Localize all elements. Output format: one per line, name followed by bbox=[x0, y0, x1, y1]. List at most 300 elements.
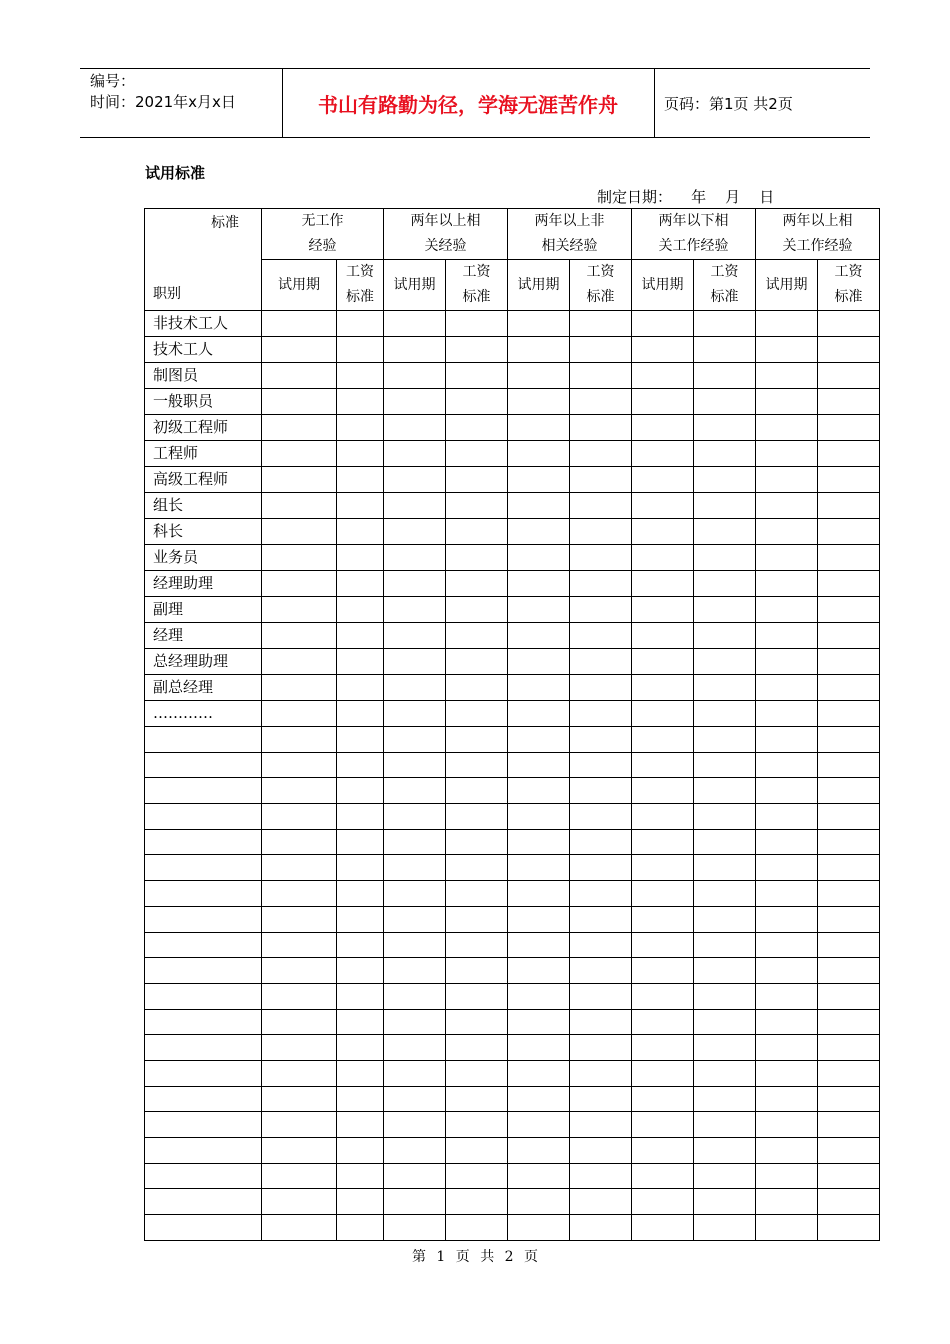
trial-period-cell[interactable] bbox=[384, 623, 446, 649]
salary-standard-cell[interactable] bbox=[694, 545, 756, 571]
salary-standard-cell[interactable] bbox=[446, 1035, 508, 1061]
salary-standard-cell[interactable] bbox=[694, 1086, 756, 1112]
trial-period-cell[interactable] bbox=[756, 389, 818, 415]
trial-period-cell[interactable] bbox=[632, 675, 694, 701]
trial-period-cell[interactable] bbox=[632, 597, 694, 623]
trial-period-cell[interactable] bbox=[262, 311, 337, 337]
salary-standard-cell[interactable] bbox=[446, 958, 508, 984]
salary-standard-cell[interactable] bbox=[694, 701, 756, 727]
salary-standard-cell[interactable] bbox=[818, 337, 880, 363]
salary-standard-cell[interactable] bbox=[337, 881, 384, 907]
trial-period-cell[interactable] bbox=[632, 958, 694, 984]
salary-standard-cell[interactable] bbox=[446, 363, 508, 389]
salary-standard-cell[interactable] bbox=[337, 701, 384, 727]
trial-period-cell[interactable] bbox=[508, 389, 570, 415]
trial-period-cell[interactable] bbox=[632, 804, 694, 830]
trial-period-cell[interactable] bbox=[756, 467, 818, 493]
trial-period-cell[interactable] bbox=[756, 983, 818, 1009]
salary-standard-cell[interactable] bbox=[818, 493, 880, 519]
trial-period-cell[interactable] bbox=[262, 1009, 337, 1035]
salary-standard-cell[interactable] bbox=[570, 1112, 632, 1138]
trial-period-cell[interactable] bbox=[508, 958, 570, 984]
trial-period-cell[interactable] bbox=[384, 311, 446, 337]
salary-standard-cell[interactable] bbox=[818, 597, 880, 623]
salary-standard-cell[interactable] bbox=[446, 675, 508, 701]
trial-period-cell[interactable] bbox=[756, 493, 818, 519]
salary-standard-cell[interactable] bbox=[570, 493, 632, 519]
trial-period-cell[interactable] bbox=[508, 467, 570, 493]
trial-period-cell[interactable] bbox=[632, 649, 694, 675]
salary-standard-cell[interactable] bbox=[446, 493, 508, 519]
trial-period-cell[interactable] bbox=[632, 519, 694, 545]
trial-period-cell[interactable] bbox=[262, 597, 337, 623]
salary-standard-cell[interactable] bbox=[446, 1009, 508, 1035]
trial-period-cell[interactable] bbox=[262, 363, 337, 389]
trial-period-cell[interactable] bbox=[508, 623, 570, 649]
trial-period-cell[interactable] bbox=[384, 932, 446, 958]
trial-period-cell[interactable] bbox=[384, 363, 446, 389]
trial-period-cell[interactable] bbox=[508, 675, 570, 701]
salary-standard-cell[interactable] bbox=[694, 649, 756, 675]
trial-period-cell[interactable] bbox=[384, 597, 446, 623]
trial-period-cell[interactable] bbox=[756, 545, 818, 571]
trial-period-cell[interactable] bbox=[632, 467, 694, 493]
salary-standard-cell[interactable] bbox=[570, 649, 632, 675]
salary-standard-cell[interactable] bbox=[337, 1215, 384, 1241]
salary-standard-cell[interactable] bbox=[694, 1138, 756, 1164]
trial-period-cell[interactable] bbox=[756, 519, 818, 545]
trial-period-cell[interactable] bbox=[384, 958, 446, 984]
trial-period-cell[interactable] bbox=[756, 623, 818, 649]
salary-standard-cell[interactable] bbox=[818, 778, 880, 804]
trial-period-cell[interactable] bbox=[508, 441, 570, 467]
trial-period-cell[interactable] bbox=[262, 881, 337, 907]
trial-period-cell[interactable] bbox=[262, 727, 337, 753]
salary-standard-cell[interactable] bbox=[570, 1035, 632, 1061]
trial-period-cell[interactable] bbox=[262, 649, 337, 675]
salary-standard-cell[interactable] bbox=[446, 1189, 508, 1215]
salary-standard-cell[interactable] bbox=[446, 1112, 508, 1138]
salary-standard-cell[interactable] bbox=[694, 932, 756, 958]
trial-period-cell[interactable] bbox=[262, 337, 337, 363]
salary-standard-cell[interactable] bbox=[337, 1060, 384, 1086]
trial-period-cell[interactable] bbox=[756, 441, 818, 467]
trial-period-cell[interactable] bbox=[384, 752, 446, 778]
trial-period-cell[interactable] bbox=[262, 493, 337, 519]
trial-period-cell[interactable] bbox=[756, 855, 818, 881]
salary-standard-cell[interactable] bbox=[570, 545, 632, 571]
salary-standard-cell[interactable] bbox=[818, 855, 880, 881]
trial-period-cell[interactable] bbox=[508, 1112, 570, 1138]
trial-period-cell[interactable] bbox=[508, 701, 570, 727]
salary-standard-cell[interactable] bbox=[446, 701, 508, 727]
trial-period-cell[interactable] bbox=[262, 983, 337, 1009]
salary-standard-cell[interactable] bbox=[570, 906, 632, 932]
trial-period-cell[interactable] bbox=[384, 1035, 446, 1061]
trial-period-cell[interactable] bbox=[262, 1163, 337, 1189]
trial-period-cell[interactable] bbox=[632, 1009, 694, 1035]
salary-standard-cell[interactable] bbox=[446, 881, 508, 907]
salary-standard-cell[interactable] bbox=[446, 1163, 508, 1189]
trial-period-cell[interactable] bbox=[384, 649, 446, 675]
salary-standard-cell[interactable] bbox=[337, 778, 384, 804]
salary-standard-cell[interactable] bbox=[337, 1009, 384, 1035]
trial-period-cell[interactable] bbox=[384, 1086, 446, 1112]
trial-period-cell[interactable] bbox=[384, 906, 446, 932]
salary-standard-cell[interactable] bbox=[570, 1060, 632, 1086]
salary-standard-cell[interactable] bbox=[337, 467, 384, 493]
salary-standard-cell[interactable] bbox=[694, 778, 756, 804]
salary-standard-cell[interactable] bbox=[694, 1112, 756, 1138]
trial-period-cell[interactable] bbox=[384, 675, 446, 701]
salary-standard-cell[interactable] bbox=[694, 623, 756, 649]
salary-standard-cell[interactable] bbox=[818, 727, 880, 753]
salary-standard-cell[interactable] bbox=[337, 855, 384, 881]
salary-standard-cell[interactable] bbox=[694, 415, 756, 441]
trial-period-cell[interactable] bbox=[262, 1189, 337, 1215]
salary-standard-cell[interactable] bbox=[694, 467, 756, 493]
trial-period-cell[interactable] bbox=[632, 1060, 694, 1086]
salary-standard-cell[interactable] bbox=[446, 337, 508, 363]
salary-standard-cell[interactable] bbox=[694, 1009, 756, 1035]
salary-standard-cell[interactable] bbox=[570, 1138, 632, 1164]
salary-standard-cell[interactable] bbox=[818, 363, 880, 389]
salary-standard-cell[interactable] bbox=[337, 545, 384, 571]
salary-standard-cell[interactable] bbox=[570, 415, 632, 441]
trial-period-cell[interactable] bbox=[756, 597, 818, 623]
salary-standard-cell[interactable] bbox=[570, 804, 632, 830]
salary-standard-cell[interactable] bbox=[818, 545, 880, 571]
salary-standard-cell[interactable] bbox=[570, 778, 632, 804]
trial-period-cell[interactable] bbox=[508, 932, 570, 958]
salary-standard-cell[interactable] bbox=[570, 623, 632, 649]
trial-period-cell[interactable] bbox=[508, 519, 570, 545]
salary-standard-cell[interactable] bbox=[570, 881, 632, 907]
salary-standard-cell[interactable] bbox=[694, 855, 756, 881]
trial-period-cell[interactable] bbox=[632, 415, 694, 441]
trial-period-cell[interactable] bbox=[632, 983, 694, 1009]
trial-period-cell[interactable] bbox=[756, 778, 818, 804]
salary-standard-cell[interactable] bbox=[818, 311, 880, 337]
salary-standard-cell[interactable] bbox=[570, 519, 632, 545]
trial-period-cell[interactable] bbox=[508, 1035, 570, 1061]
trial-period-cell[interactable] bbox=[756, 958, 818, 984]
trial-period-cell[interactable] bbox=[262, 441, 337, 467]
trial-period-cell[interactable] bbox=[756, 1138, 818, 1164]
trial-period-cell[interactable] bbox=[384, 415, 446, 441]
salary-standard-cell[interactable] bbox=[337, 1189, 384, 1215]
salary-standard-cell[interactable] bbox=[570, 337, 632, 363]
salary-standard-cell[interactable] bbox=[818, 519, 880, 545]
salary-standard-cell[interactable] bbox=[570, 363, 632, 389]
trial-period-cell[interactable] bbox=[508, 597, 570, 623]
salary-standard-cell[interactable] bbox=[570, 958, 632, 984]
trial-period-cell[interactable] bbox=[384, 441, 446, 467]
trial-period-cell[interactable] bbox=[756, 571, 818, 597]
trial-period-cell[interactable] bbox=[632, 363, 694, 389]
trial-period-cell[interactable] bbox=[632, 829, 694, 855]
trial-period-cell[interactable] bbox=[508, 829, 570, 855]
trial-period-cell[interactable] bbox=[508, 1189, 570, 1215]
salary-standard-cell[interactable] bbox=[337, 932, 384, 958]
salary-standard-cell[interactable] bbox=[818, 804, 880, 830]
trial-period-cell[interactable] bbox=[632, 545, 694, 571]
trial-period-cell[interactable] bbox=[632, 1163, 694, 1189]
trial-period-cell[interactable] bbox=[262, 855, 337, 881]
salary-standard-cell[interactable] bbox=[818, 1138, 880, 1164]
salary-standard-cell[interactable] bbox=[570, 389, 632, 415]
trial-period-cell[interactable] bbox=[632, 1215, 694, 1241]
salary-standard-cell[interactable] bbox=[446, 1086, 508, 1112]
trial-period-cell[interactable] bbox=[756, 415, 818, 441]
trial-period-cell[interactable] bbox=[262, 675, 337, 701]
salary-standard-cell[interactable] bbox=[694, 597, 756, 623]
trial-period-cell[interactable] bbox=[508, 337, 570, 363]
trial-period-cell[interactable] bbox=[632, 932, 694, 958]
salary-standard-cell[interactable] bbox=[694, 1215, 756, 1241]
salary-standard-cell[interactable] bbox=[570, 1086, 632, 1112]
salary-standard-cell[interactable] bbox=[694, 337, 756, 363]
salary-standard-cell[interactable] bbox=[694, 389, 756, 415]
salary-standard-cell[interactable] bbox=[337, 493, 384, 519]
trial-period-cell[interactable] bbox=[262, 1215, 337, 1241]
trial-period-cell[interactable] bbox=[384, 881, 446, 907]
salary-standard-cell[interactable] bbox=[570, 1009, 632, 1035]
salary-standard-cell[interactable] bbox=[818, 752, 880, 778]
trial-period-cell[interactable] bbox=[384, 493, 446, 519]
trial-period-cell[interactable] bbox=[756, 1009, 818, 1035]
trial-period-cell[interactable] bbox=[632, 337, 694, 363]
salary-standard-cell[interactable] bbox=[446, 649, 508, 675]
salary-standard-cell[interactable] bbox=[570, 855, 632, 881]
salary-standard-cell[interactable] bbox=[337, 571, 384, 597]
trial-period-cell[interactable] bbox=[756, 752, 818, 778]
trial-period-cell[interactable] bbox=[632, 778, 694, 804]
trial-period-cell[interactable] bbox=[632, 1112, 694, 1138]
salary-standard-cell[interactable] bbox=[337, 597, 384, 623]
trial-period-cell[interactable] bbox=[632, 906, 694, 932]
salary-standard-cell[interactable] bbox=[337, 1086, 384, 1112]
salary-standard-cell[interactable] bbox=[818, 829, 880, 855]
salary-standard-cell[interactable] bbox=[446, 571, 508, 597]
salary-standard-cell[interactable] bbox=[818, 1163, 880, 1189]
trial-period-cell[interactable] bbox=[756, 1060, 818, 1086]
salary-standard-cell[interactable] bbox=[337, 829, 384, 855]
salary-standard-cell[interactable] bbox=[818, 1215, 880, 1241]
salary-standard-cell[interactable] bbox=[446, 752, 508, 778]
salary-standard-cell[interactable] bbox=[694, 804, 756, 830]
trial-period-cell[interactable] bbox=[508, 855, 570, 881]
trial-period-cell[interactable] bbox=[508, 493, 570, 519]
trial-period-cell[interactable] bbox=[508, 649, 570, 675]
salary-standard-cell[interactable] bbox=[570, 441, 632, 467]
trial-period-cell[interactable] bbox=[262, 752, 337, 778]
salary-standard-cell[interactable] bbox=[446, 829, 508, 855]
salary-standard-cell[interactable] bbox=[337, 623, 384, 649]
salary-standard-cell[interactable] bbox=[818, 881, 880, 907]
salary-standard-cell[interactable] bbox=[337, 311, 384, 337]
salary-standard-cell[interactable] bbox=[337, 675, 384, 701]
salary-standard-cell[interactable] bbox=[694, 441, 756, 467]
salary-standard-cell[interactable] bbox=[694, 1035, 756, 1061]
trial-period-cell[interactable] bbox=[262, 778, 337, 804]
salary-standard-cell[interactable] bbox=[694, 571, 756, 597]
salary-standard-cell[interactable] bbox=[818, 467, 880, 493]
trial-period-cell[interactable] bbox=[384, 1009, 446, 1035]
salary-standard-cell[interactable] bbox=[446, 389, 508, 415]
salary-standard-cell[interactable] bbox=[694, 1060, 756, 1086]
trial-period-cell[interactable] bbox=[508, 1060, 570, 1086]
salary-standard-cell[interactable] bbox=[818, 958, 880, 984]
salary-standard-cell[interactable] bbox=[818, 649, 880, 675]
salary-standard-cell[interactable] bbox=[570, 701, 632, 727]
trial-period-cell[interactable] bbox=[756, 363, 818, 389]
salary-standard-cell[interactable] bbox=[570, 467, 632, 493]
trial-period-cell[interactable] bbox=[756, 701, 818, 727]
salary-standard-cell[interactable] bbox=[818, 389, 880, 415]
trial-period-cell[interactable] bbox=[756, 881, 818, 907]
salary-standard-cell[interactable] bbox=[570, 571, 632, 597]
trial-period-cell[interactable] bbox=[384, 571, 446, 597]
salary-standard-cell[interactable] bbox=[446, 441, 508, 467]
salary-standard-cell[interactable] bbox=[694, 675, 756, 701]
trial-period-cell[interactable] bbox=[262, 906, 337, 932]
salary-standard-cell[interactable] bbox=[818, 571, 880, 597]
salary-standard-cell[interactable] bbox=[694, 727, 756, 753]
trial-period-cell[interactable] bbox=[756, 1189, 818, 1215]
trial-period-cell[interactable] bbox=[262, 571, 337, 597]
trial-period-cell[interactable] bbox=[508, 1009, 570, 1035]
trial-period-cell[interactable] bbox=[262, 829, 337, 855]
trial-period-cell[interactable] bbox=[508, 571, 570, 597]
trial-period-cell[interactable] bbox=[262, 1060, 337, 1086]
trial-period-cell[interactable] bbox=[632, 441, 694, 467]
trial-period-cell[interactable] bbox=[756, 649, 818, 675]
salary-standard-cell[interactable] bbox=[337, 1112, 384, 1138]
salary-standard-cell[interactable] bbox=[570, 983, 632, 1009]
trial-period-cell[interactable] bbox=[756, 727, 818, 753]
salary-standard-cell[interactable] bbox=[337, 1035, 384, 1061]
trial-period-cell[interactable] bbox=[384, 467, 446, 493]
trial-period-cell[interactable] bbox=[632, 881, 694, 907]
trial-period-cell[interactable] bbox=[508, 752, 570, 778]
salary-standard-cell[interactable] bbox=[694, 958, 756, 984]
trial-period-cell[interactable] bbox=[262, 623, 337, 649]
salary-standard-cell[interactable] bbox=[570, 1215, 632, 1241]
trial-period-cell[interactable] bbox=[632, 1138, 694, 1164]
salary-standard-cell[interactable] bbox=[570, 932, 632, 958]
trial-period-cell[interactable] bbox=[262, 415, 337, 441]
salary-standard-cell[interactable] bbox=[570, 727, 632, 753]
salary-standard-cell[interactable] bbox=[446, 804, 508, 830]
salary-standard-cell[interactable] bbox=[446, 1138, 508, 1164]
salary-standard-cell[interactable] bbox=[694, 906, 756, 932]
trial-period-cell[interactable] bbox=[384, 1189, 446, 1215]
trial-period-cell[interactable] bbox=[508, 415, 570, 441]
trial-period-cell[interactable] bbox=[756, 906, 818, 932]
salary-standard-cell[interactable] bbox=[446, 906, 508, 932]
trial-period-cell[interactable] bbox=[262, 958, 337, 984]
salary-standard-cell[interactable] bbox=[694, 829, 756, 855]
trial-period-cell[interactable] bbox=[756, 932, 818, 958]
salary-standard-cell[interactable] bbox=[818, 1035, 880, 1061]
salary-standard-cell[interactable] bbox=[694, 752, 756, 778]
salary-standard-cell[interactable] bbox=[446, 983, 508, 1009]
salary-standard-cell[interactable] bbox=[337, 727, 384, 753]
trial-period-cell[interactable] bbox=[632, 701, 694, 727]
trial-period-cell[interactable] bbox=[632, 727, 694, 753]
salary-standard-cell[interactable] bbox=[818, 623, 880, 649]
trial-period-cell[interactable] bbox=[756, 829, 818, 855]
salary-standard-cell[interactable] bbox=[337, 415, 384, 441]
salary-standard-cell[interactable] bbox=[818, 441, 880, 467]
trial-period-cell[interactable] bbox=[632, 623, 694, 649]
salary-standard-cell[interactable] bbox=[818, 1009, 880, 1035]
salary-standard-cell[interactable] bbox=[818, 1060, 880, 1086]
salary-standard-cell[interactable] bbox=[818, 1112, 880, 1138]
salary-standard-cell[interactable] bbox=[446, 545, 508, 571]
salary-standard-cell[interactable] bbox=[570, 1163, 632, 1189]
trial-period-cell[interactable] bbox=[508, 311, 570, 337]
salary-standard-cell[interactable] bbox=[446, 415, 508, 441]
salary-standard-cell[interactable] bbox=[694, 881, 756, 907]
trial-period-cell[interactable] bbox=[508, 881, 570, 907]
trial-period-cell[interactable] bbox=[384, 778, 446, 804]
salary-standard-cell[interactable] bbox=[818, 1086, 880, 1112]
salary-standard-cell[interactable] bbox=[818, 906, 880, 932]
trial-period-cell[interactable] bbox=[632, 1189, 694, 1215]
trial-period-cell[interactable] bbox=[262, 1138, 337, 1164]
trial-period-cell[interactable] bbox=[508, 804, 570, 830]
salary-standard-cell[interactable] bbox=[337, 1163, 384, 1189]
trial-period-cell[interactable] bbox=[508, 1215, 570, 1241]
salary-standard-cell[interactable] bbox=[337, 983, 384, 1009]
trial-period-cell[interactable] bbox=[508, 983, 570, 1009]
salary-standard-cell[interactable] bbox=[818, 415, 880, 441]
trial-period-cell[interactable] bbox=[632, 855, 694, 881]
trial-period-cell[interactable] bbox=[262, 932, 337, 958]
trial-period-cell[interactable] bbox=[756, 1163, 818, 1189]
salary-standard-cell[interactable] bbox=[694, 983, 756, 1009]
salary-standard-cell[interactable] bbox=[694, 1189, 756, 1215]
salary-standard-cell[interactable] bbox=[337, 958, 384, 984]
trial-period-cell[interactable] bbox=[384, 1163, 446, 1189]
trial-period-cell[interactable] bbox=[756, 337, 818, 363]
salary-standard-cell[interactable] bbox=[337, 752, 384, 778]
salary-standard-cell[interactable] bbox=[446, 855, 508, 881]
trial-period-cell[interactable] bbox=[756, 675, 818, 701]
salary-standard-cell[interactable] bbox=[446, 778, 508, 804]
trial-period-cell[interactable] bbox=[756, 311, 818, 337]
trial-period-cell[interactable] bbox=[384, 519, 446, 545]
trial-period-cell[interactable] bbox=[632, 571, 694, 597]
salary-standard-cell[interactable] bbox=[446, 1060, 508, 1086]
trial-period-cell[interactable] bbox=[262, 545, 337, 571]
salary-standard-cell[interactable] bbox=[337, 363, 384, 389]
trial-period-cell[interactable] bbox=[384, 1112, 446, 1138]
trial-period-cell[interactable] bbox=[384, 829, 446, 855]
salary-standard-cell[interactable] bbox=[694, 519, 756, 545]
salary-standard-cell[interactable] bbox=[818, 932, 880, 958]
salary-standard-cell[interactable] bbox=[570, 311, 632, 337]
trial-period-cell[interactable] bbox=[384, 1215, 446, 1241]
trial-period-cell[interactable] bbox=[632, 311, 694, 337]
salary-standard-cell[interactable] bbox=[446, 727, 508, 753]
trial-period-cell[interactable] bbox=[508, 1138, 570, 1164]
trial-period-cell[interactable] bbox=[262, 467, 337, 493]
trial-period-cell[interactable] bbox=[508, 727, 570, 753]
salary-standard-cell[interactable] bbox=[446, 597, 508, 623]
